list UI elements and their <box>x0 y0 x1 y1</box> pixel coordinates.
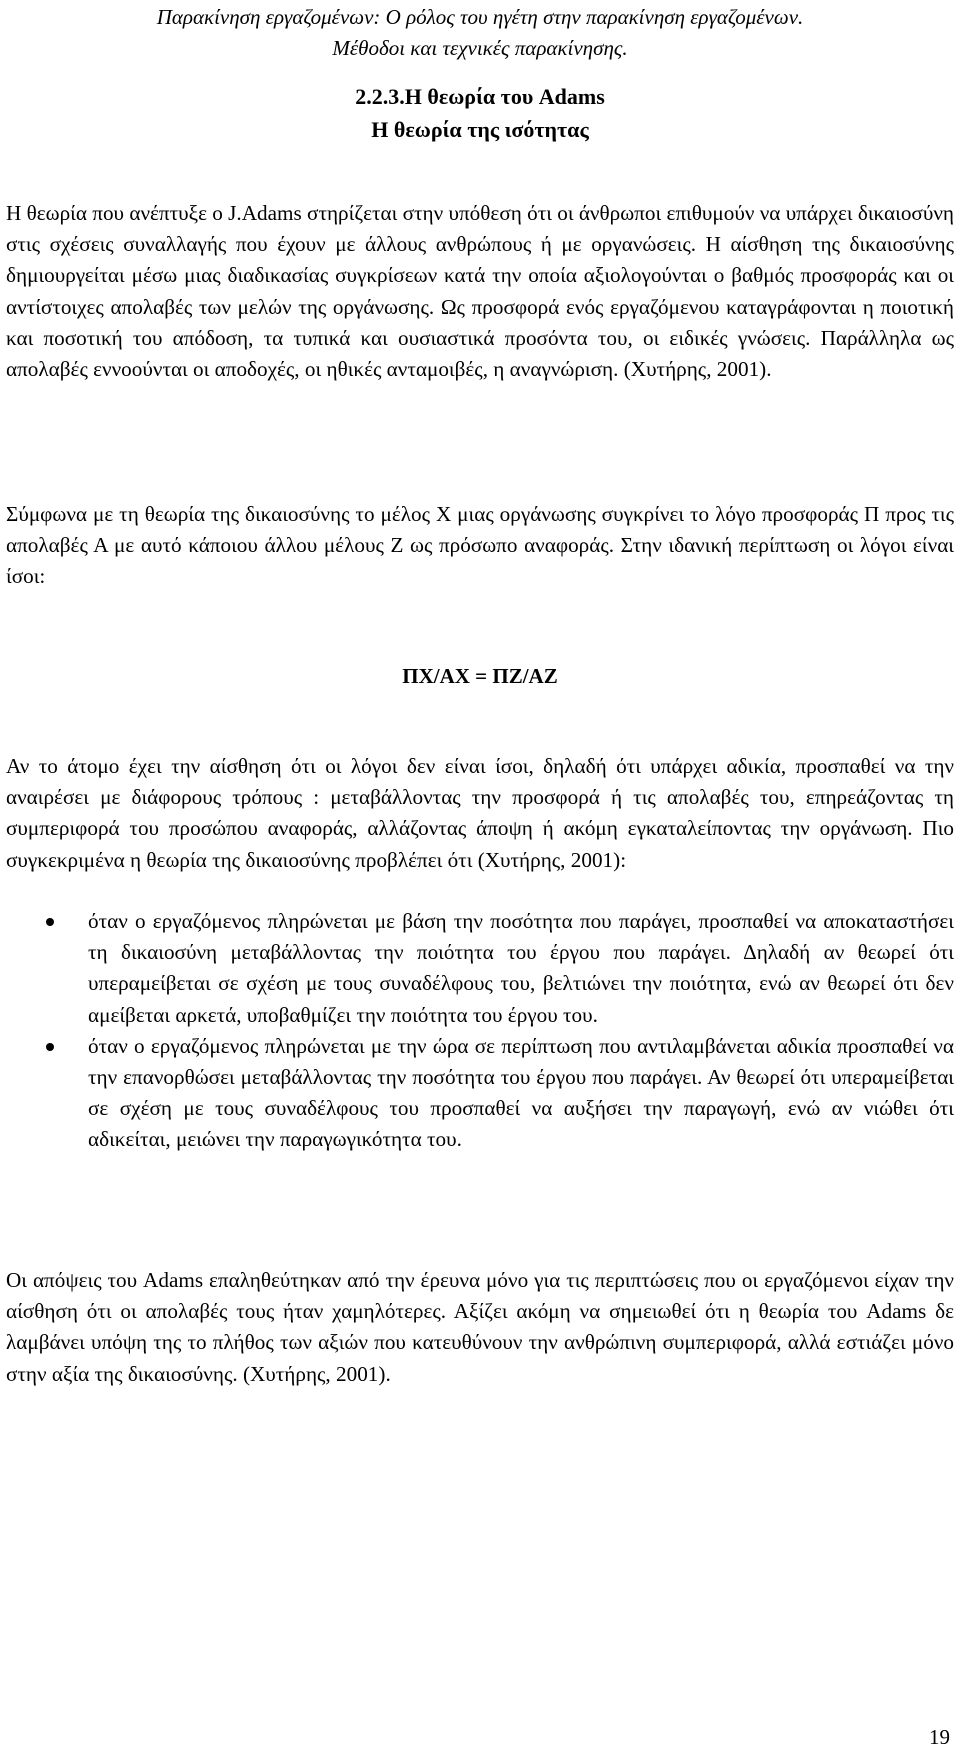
section-heading <box>0 80 960 146</box>
paragraph-conclusion: Οι απόψεις του Adams επαληθεύτηκαν από την έρευνα μόνο για τις περιπτώσεις που οι εργαζόμενοι είχαν την αίσθηση ότι οι απολαβές τους ήταν χαμηλότερες. Αξίζει ακόμη να σημειωθεί ότι η θεωρία του Adams δε λαμβάνει υπόψη της το πλήθος των αξιών που κατευθύνουν την ανθρώπινη συμπεριφορά, αλλά εστιάζει μόνο στην αξία της δικαιοσύνης. (Χυτήρης, 2001). <box>6 1268 954 1386</box>
bullet-icon <box>46 918 54 926</box>
paragraph-inequity: Αν το άτομο έχει την αίσθηση ότι οι λόγοι δεν είναι ίσοι, δηλαδή ότι υπάρχει αδικία, προσπαθεί να την αναιρέσει με διάφορους τρόπους : μεταβάλλοντας την προσφορά ή τις απολαβές του, επηρεάζοντας τη συμπεριφορά του προσώπου αναφοράς, αλλάζοντας άποψη ή ακόμη εγκαταλείποντας την οργάνωση. Πιο συγκεκριμένα η θεωρία της δικαιοσύνης προβλέπει ότι (Χυτήρης, 2001): <box>6 754 954 872</box>
list-item <box>6 906 954 1031</box>
paragraph-comparison: Σύμφωνα με τη θεωρία της δικαιοσύνης το μέλος Χ μιας οργάνωσης συγκρίνει το λόγο προσφοράς Π προς τις απολαβές Α με αυτό κάποιου άλλου μέλους Ζ ως πρόσωπο αναφοράς. Στην ιδανική περίπτωση οι λόγοι είναι ίσοι: <box>6 502 954 589</box>
bullet-icon <box>46 1043 54 1051</box>
section-title: 2.2.3.Η θεωρία του Adams <box>355 84 605 109</box>
header-line-2: Μέθοδοι και τεχνικές παρακίνησης. <box>332 36 628 60</box>
predictions-list <box>6 906 954 1156</box>
list-item-text: όταν ο εργαζόμενος πληρώνεται με την ώρα σε περίπτωση που αντιλαμβάνεται αδικία προσπαθεί να την επανορθώσει μεταβάλλοντας την ποσότητα του έργου που παράγει. Αν θεωρεί ότι υπεραμείβεται σε σχέση με τους συναδέλφους του προσπαθεί να αυξήσει την παραγωγή, ενώ αν νιώθει ότι αδικείται, μειώνει την παραγωγικότητα του. <box>88 1033 954 1152</box>
equity-formula: ΠΧ/ΑΧ = ΠΖ/ΑΖ <box>402 664 558 688</box>
paragraph-intro: Η θεωρία που ανέπτυξε ο J.Adams στηρίζεται στην υπόθεση ότι οι άνθρωποι επιθυμούν να υπάρχει δικαιοσύνη στις σχέσεις συναλλαγής που έχουν με άλλους ανθρώπους ή με οργανώσεις. Η αίσθηση της δικαιοσύνης δημιουργείται μέσω μιας διαδικασίας συγκρίσεων κατά την οποία αξιολογούνται ο βαθμός προσφοράς και οι αντίστοιχες απολαβές των μελών της οργάνωσης. Ως προσφορά ενός εργαζόμενου καταγράφονται η ποιοτική και ποσοτική του απόδοση, τα τυπικά και ουσιαστικά προσόντα του, οι ειδικές γνώσεις. Παράλληλα ως απολαβές εννοούνται οι αποδοχές, οι ηθικές ανταμοιβές, η αναγνώριση. (Χυτήρης, 2001). <box>6 201 954 382</box>
header-line-1: Παρακίνηση εργαζομένων: Ο ρόλος του ηγέτη στην παρακίνηση εργαζομένων. <box>156 5 804 29</box>
list-item <box>6 1031 954 1156</box>
list-item-text: όταν ο εργαζόμενος πληρώνεται με βάση την ποσότητα που παράγει, προσπαθεί να αποκαταστήσει τη δικαιοσύνη μεταβάλλοντας την ποιότητα του έργου που παράγει. Δηλαδή αν θεωρεί ότι υπεραμείβεται σε σχέση με τους συναδέλφους του, βελτιώνει την ποιότητα, ενώ αν θεωρεί ότι δεν αμείβεται αρκετά, υποβαθμίζει την ποιότητα του έργου του. <box>88 909 954 1027</box>
page-number: 19 <box>929 1725 950 1749</box>
running-header <box>0 2 960 64</box>
section-subtitle: Η θεωρία της ισότητας <box>371 117 589 142</box>
